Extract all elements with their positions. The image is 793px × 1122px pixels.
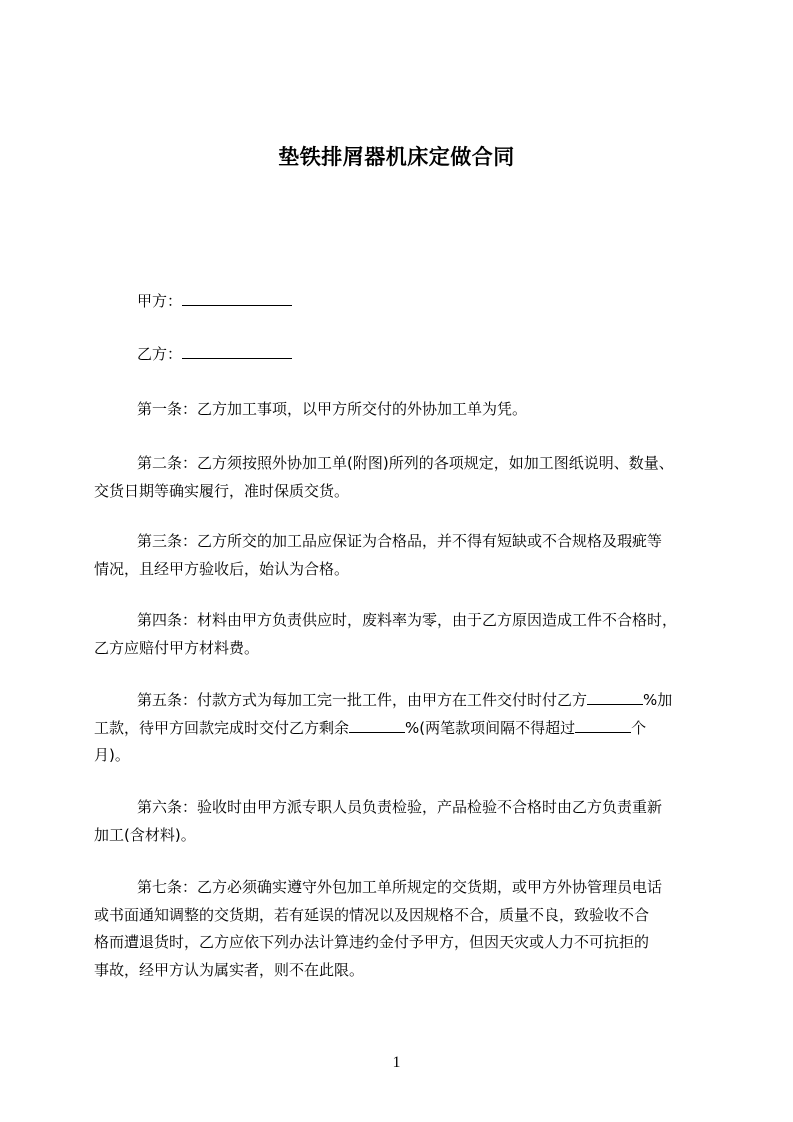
payment-percent-first-blank [587, 690, 643, 705]
document-title: 垫铁排屑器机床定做合同 [278, 145, 515, 169]
party-b-line [94, 341, 706, 369]
article-3: 第三条：乙方所交的加工品应保证为合格品，并不得有短缺或不合规格及瑕疵等 情况，且经甲方验收后，始认为合格。 [94, 532, 663, 578]
article-2: 第二条：乙方须按照外协加工单(附图)所列的各项规定，如加工图纸说明、数量、 交货日期等确实履行，准时保质交货。 [94, 454, 674, 500]
party-b-blank [182, 344, 292, 359]
party-a-label: 甲方： [137, 292, 183, 310]
article-1: 第一条：乙方加工事项，以甲方所交付的外协加工单为凭。 [137, 400, 528, 418]
page-number: 1 [392, 1054, 401, 1071]
party-a-blank [182, 291, 292, 306]
article-5: 第五条：付款方式为每加工完一批工件，由甲方在工件交付时付乙方 %加 工款，待甲方回款完成时交付乙方剩余 %(两笔款项间隔不得超过 个 月)。 [94, 691, 673, 764]
payment-percent-rest-blank [349, 718, 405, 733]
party-b-label: 乙方： [137, 345, 183, 363]
payment-months-blank [575, 718, 631, 733]
party-a-line [94, 288, 706, 316]
article-7: 第七条：乙方必须确实遵守外包加工单所规定的交货期，或甲方外协管理员电话 或书面通知调整的交货期，若有延误的情况以及因规格不合，质量不良，致验收不合 格而遭退货时，乙方应依下列办法计算违约金付予甲方，但因天灾或人力不可抗拒的 事故，经甲方认为属实者，则不在此限。 [94, 878, 663, 979]
article-4: 第四条：材料由甲方负责供应时，废料率为零，由于乙方原因造成工件不合格时， 乙方应赔付甲方材料费。 [94, 611, 678, 657]
article-6: 第六条：验收时由甲方派专职人员负责检验，产品检验不合格时由乙方负责重新 加工(含材料)。 [94, 798, 663, 844]
